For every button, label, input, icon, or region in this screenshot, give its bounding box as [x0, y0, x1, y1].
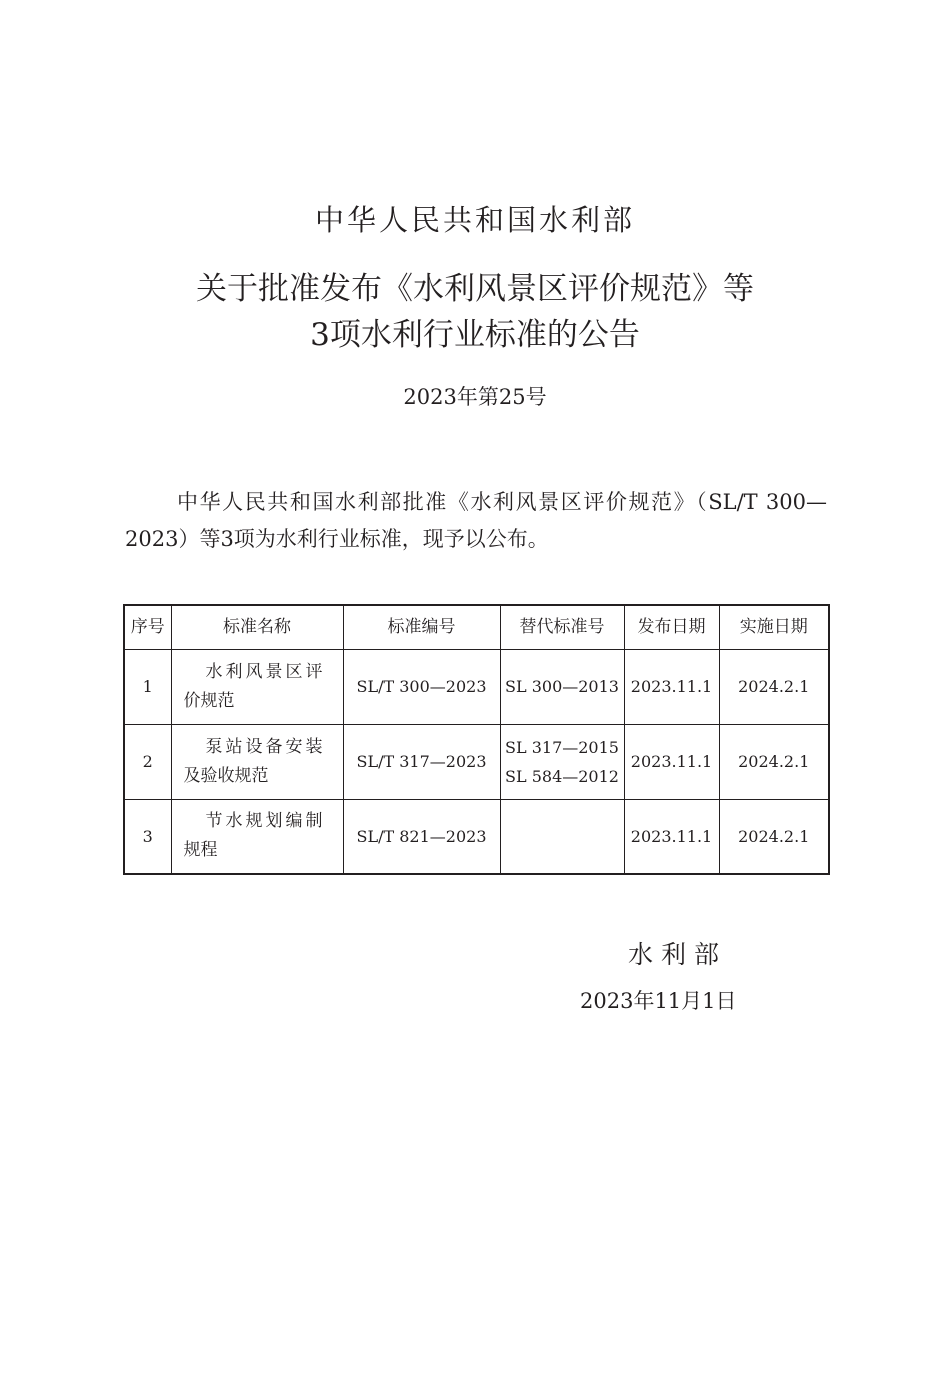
standard-name-line-1: 水利风景区评	[205, 661, 326, 682]
standard-name-line-1: 节水规划编制	[205, 811, 326, 832]
cell-replaced-code	[500, 649, 624, 724]
header-name: 标准名称	[171, 605, 343, 649]
cell-effective-date: 2024.2.1	[719, 649, 829, 724]
standard-name-line-1: 泵站设备安装	[205, 736, 326, 757]
title-line-1: 关于批准发布《水利风景区评价规范》等	[196, 271, 754, 307]
cell-release-date: 2023.11.1	[624, 799, 719, 874]
standard-name-line-2: 及验收规范	[183, 765, 269, 786]
table-row	[124, 649, 829, 724]
replaced-code-1: SL 317—2015	[505, 737, 619, 757]
signature-date: 2023年11月1日	[580, 989, 737, 1013]
replaced-code-1: SL 300—2013	[505, 677, 619, 696]
title-line-2: 3项水利行业标准的公告	[310, 317, 640, 353]
replaced-code-2: SL 584—2012	[505, 766, 619, 786]
cell-seq: 2	[124, 724, 171, 799]
cell-seq: 3	[124, 799, 171, 874]
cell-standard-code: SL/T 300—2023	[343, 649, 500, 724]
issuer-name: 中华人民共和国水利部	[314, 203, 635, 237]
cell-release-date: 2023.11.1	[624, 649, 719, 724]
standard-name-line-2: 规程	[183, 840, 218, 861]
header-seq: 序号	[124, 605, 171, 649]
cell-standard-name	[171, 799, 343, 874]
cell-standard-code: SL/T 317—2023	[343, 724, 500, 799]
cell-standard-name	[171, 649, 343, 724]
header-code: 标准编号	[343, 605, 500, 649]
cell-standard-code: SL/T 821—2023	[343, 799, 500, 874]
cell-replaced-code	[500, 799, 624, 874]
header-effective-date: 实施日期	[719, 605, 829, 649]
cell-seq: 1	[124, 649, 171, 724]
standards-table	[123, 604, 830, 875]
table-row	[124, 724, 829, 799]
table-header-row	[124, 605, 829, 649]
signature-org: 水利部	[628, 940, 728, 969]
header-replaced: 替代标准号	[500, 605, 624, 649]
cell-replaced-code	[500, 724, 624, 799]
table-row	[124, 799, 829, 874]
header-release-date: 发布日期	[624, 605, 719, 649]
announcement-number: 2023年第25号	[403, 385, 547, 409]
cell-effective-date: 2024.2.1	[719, 799, 829, 874]
standard-name-line-2: 价规范	[183, 690, 235, 711]
cell-standard-name	[171, 724, 343, 799]
announcement-title	[0, 266, 950, 358]
cell-effective-date: 2024.2.1	[719, 724, 829, 799]
announcement-body: 中华人民共和国水利部批准《水利风景区评价规范》（SL/T 300—2023）等3项为水利行业标准，现予以公布。	[125, 490, 827, 551]
cell-release-date: 2023.11.1	[624, 724, 719, 799]
